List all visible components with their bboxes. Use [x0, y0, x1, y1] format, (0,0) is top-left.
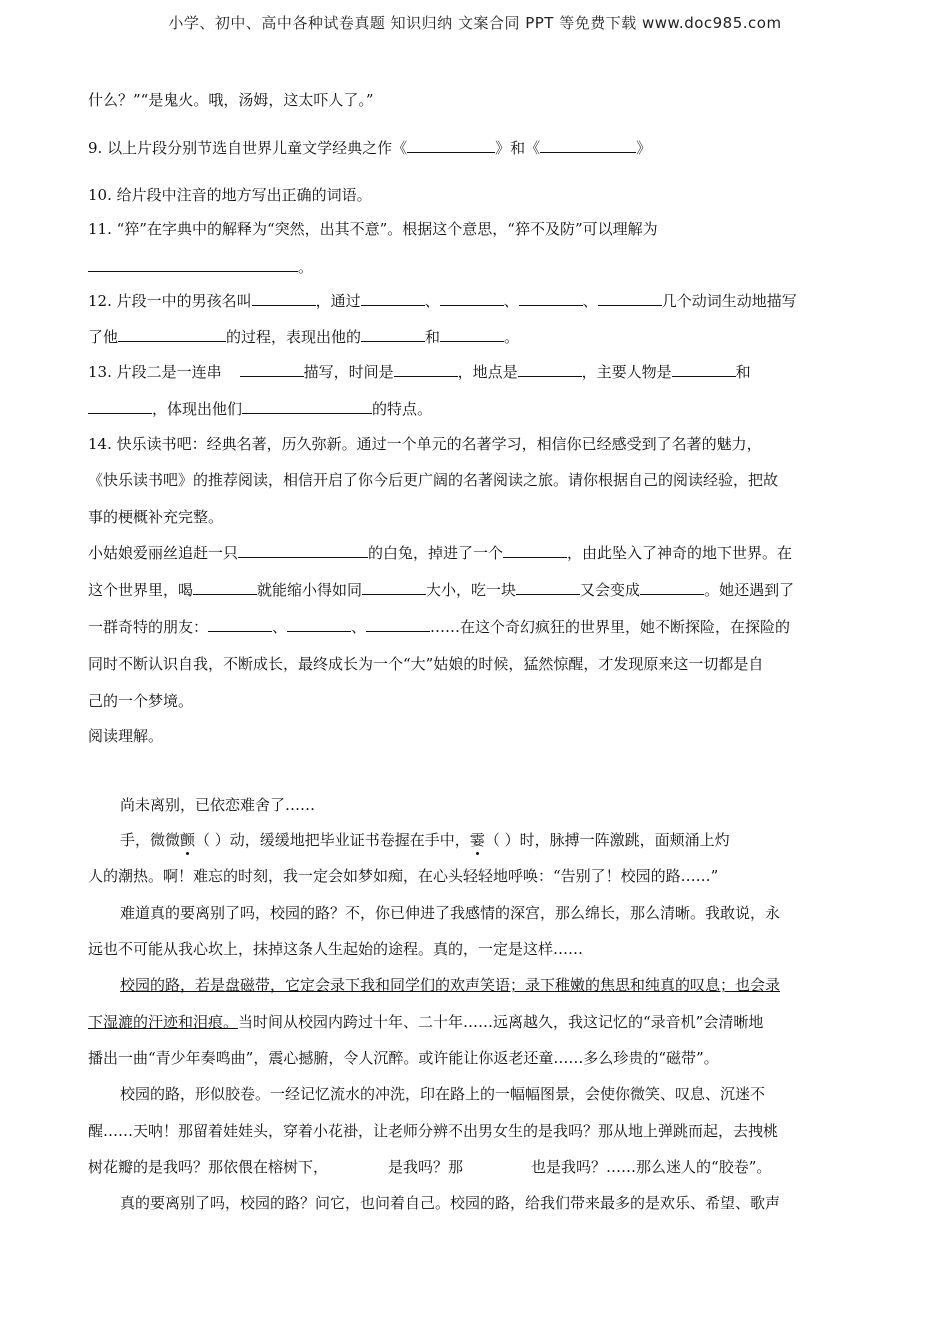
- answer-blank[interactable]: [440, 327, 504, 342]
- passage-line: 手，微微颤（ ）动，缓缓地把毕业证书卷握在手中，霎（ ）时，脉搏一阵激跳，面颊涌上灼: [120, 831, 730, 849]
- underlined-sentence: 下湿漉的汗迹和泪痕。: [88, 1013, 239, 1031]
- answer-blank[interactable]: [394, 362, 458, 377]
- answer-blank[interactable]: [672, 362, 736, 377]
- answer-blank[interactable]: [503, 543, 567, 558]
- site-header: 小学、初中、高中各种试卷真题 知识归纳 文案合同 PPT 等免费下载 www.doc985.com: [168, 14, 782, 32]
- question-11: 11. “猝”在字典中的解释为“突然，出其不意”。根据这个意思，“猝不及防”可以理解为: [88, 220, 658, 238]
- answer-blank[interactable]: [407, 138, 495, 153]
- question-9: 9. 以上片段分别节选自世界儿童文学经典之作《 》和《 》: [88, 139, 652, 157]
- answer-blank[interactable]: [238, 543, 368, 558]
- passage-line: 难道真的要离别了吗，校园的路？不，你已伸进了我感情的深宫，那么绵长，那么清晰。我敢说，永: [120, 904, 781, 922]
- question-12-cont: 了他 的过程，表现出他的 和 。: [88, 328, 520, 346]
- answer-blank[interactable]: [242, 399, 372, 414]
- passage-line: 播出一曲“青少年奏鸣曲”，震心撼腑，令人沉醉。或许能让你返老还童……多么珍贵的“磁带”。: [88, 1049, 719, 1067]
- question-12: 12. 片段一中的男孩名叫 ，通过 、 、 、 几个动词生动地描写: [88, 292, 797, 310]
- alice-line: 同时不断认识自我，不断成长，最终成长为一个“大”姑娘的时候，猛然惊醒，才发现原来这一切都是自: [88, 655, 764, 673]
- answer-blank[interactable]: [598, 291, 662, 306]
- answer-blank[interactable]: [287, 617, 351, 632]
- question-11-answer: 。: [88, 257, 313, 277]
- passage-line: 人的潮热。啊！难忘的时刻，我一定会如梦如痴，在心头轻轻地呼唤：“告别了！校园的路……”: [88, 867, 719, 885]
- question-14: 14. 快乐读书吧：经典名著，历久弥新。通过一个单元的名著学习，相信你已经感受到了名著的魅力，: [88, 435, 762, 453]
- answer-blank[interactable]: [640, 580, 704, 595]
- alice-line: 己的一个梦境。: [88, 692, 194, 710]
- answer-blank[interactable]: [362, 580, 426, 595]
- passage-line: 远也不可能从我心坎上，抹掉这条人生起始的途程。真的，一定是这样……: [88, 940, 584, 958]
- pinyin-marked-char: 颤: [180, 831, 196, 849]
- answer-blank[interactable]: [518, 362, 582, 377]
- answer-blank[interactable]: [252, 291, 316, 306]
- answer-blank[interactable]: [519, 291, 583, 306]
- answer-blank[interactable]: [361, 291, 425, 306]
- answer-blank[interactable]: [208, 617, 272, 632]
- text-line: 什么？”“是鬼火。哦，汤姆，这太吓人了。”: [88, 91, 374, 109]
- answer-blank[interactable]: [540, 138, 636, 153]
- answer-blank[interactable]: [440, 291, 504, 306]
- question-10: 10. 给片段中注音的地方写出正确的词语。: [88, 186, 372, 204]
- alice-line: 小姑娘爱丽丝追赶一只 的白兔，掉进了一个 ，由此坠入了神奇的地下世界。在: [88, 544, 793, 562]
- answer-blank[interactable]: [240, 362, 304, 377]
- answer-blank[interactable]: [366, 617, 430, 632]
- passage-line: 醒……天呐！那留着娃娃头，穿着小花褂，让老师分辨不出男女生的是我吗？那从地上弹跳而起，去拽桃: [88, 1122, 779, 1140]
- answer-blank[interactable]: [193, 580, 257, 595]
- passage-line: 下湿漉的汗迹和泪痕。当时间从校园内跨过十年、二十年……远离越久，我这记忆的“录音机”会清晰地: [88, 1013, 764, 1031]
- answer-blank[interactable]: [361, 327, 425, 342]
- passage-line: 真的要离别了吗，校园的路？问它，也问着自己。校园的路，给我们带来最多的是欢乐、希望、歌声: [120, 1194, 781, 1212]
- section-title: 阅读理解。: [88, 727, 164, 745]
- underlined-sentence: 校园的路，若是盘磁带，它定会录下我和同学们的欢声笑语；录下稚嫩的焦思和纯真的叹息；也会录: [120, 976, 781, 994]
- question-13-cont: ，体现出他们 的特点。: [88, 399, 432, 419]
- passage-line: 尚未离别，已依恋难舍了……: [120, 796, 316, 814]
- text-line: 事的梗概补充完整。: [88, 508, 224, 526]
- text-line: 《快乐读书吧》的推荐阅读，相信开启了你今后更广阔的名著阅读之旅。请你根据自己的阅读经验，把故: [88, 471, 779, 489]
- passage-line: 树花瓣的是我吗？那依偎在榕树下， 是我吗？那 也是我吗？……那么迷人的“胶卷”。: [88, 1158, 772, 1176]
- passage-line: 校园的路，形似胶卷。一经记忆流水的冲洗，印在路上的一幅幅图景，会使你微笑、叹息、沉迷不: [120, 1085, 766, 1103]
- answer-blank[interactable]: [88, 399, 152, 414]
- alice-line: 这个世界里，喝 就能缩小得如同 大小，吃一块 又会变成 。她还遇到了: [88, 581, 795, 599]
- answer-blank[interactable]: [118, 327, 226, 342]
- pinyin-marked-char: 霎: [469, 831, 485, 849]
- question-13: 13. 片段二是一连串 描写，时间是 ，地点是 ，主要人物是 和: [88, 363, 751, 381]
- answer-blank[interactable]: [516, 580, 580, 595]
- answer-blank[interactable]: [88, 257, 298, 272]
- alice-line: 一群奇特的朋友： 、 、 ……在这个奇幻疯狂的世界里，她不断探险，在探险的: [88, 618, 791, 636]
